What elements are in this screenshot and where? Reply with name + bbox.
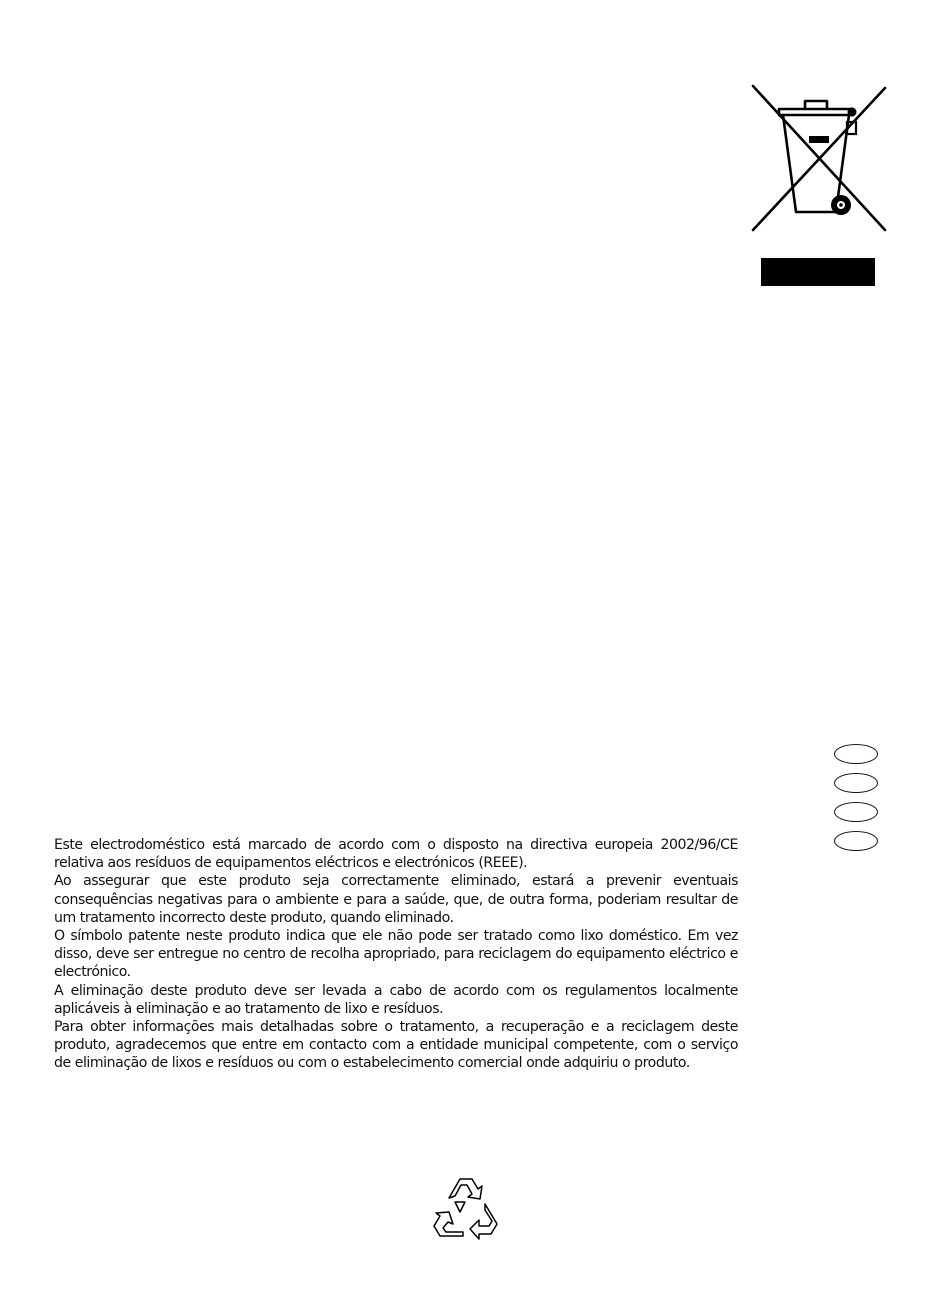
weee-black-bar bbox=[761, 258, 875, 286]
paragraph-local-regulations: A eliminação deste produto deve ser levada a cabo de acordo com os regulamentos localmente aplicáveis à eliminação e ao tratamento de lixo e resíduos. bbox=[54, 982, 738, 1017]
language-oval bbox=[834, 831, 878, 851]
recycle-icon bbox=[427, 1172, 505, 1242]
disposal-notice bbox=[54, 836, 738, 1073]
paragraph-more-information: Para obter informações mais detalhadas sobre o tratamento, a recuperação e a reciclagem deste produto, agradecemos que entre em contacto com a entidade municipal competente, com o serviço de eliminação de lixos e resíduos ou com o estabelecimento comercial onde adquiriu o produto. bbox=[54, 1019, 738, 1072]
crossed-out-wheelie-bin-icon bbox=[749, 84, 889, 234]
paragraph-directive: Este electrodoméstico está marcado de acordo com o disposto na directiva europeia 2002/96/CE relativa aos resíduos de equipamentos eléctricos e electrónicos (REEE). bbox=[54, 837, 738, 872]
language-ovals bbox=[834, 744, 882, 860]
paragraph-correct-disposal: Ao assegurar que este produto seja correctamente eliminado, estará a prevenir eventuais consequências negativas para o ambiente e para a saúde, que, de outra forma, poderiam resultar de um tratamento incorrecto deste produto, quando eliminado. bbox=[54, 873, 738, 926]
paragraph-symbol-meaning: O símbolo patente neste produto indica que ele não pode ser tratado como lixo doméstico. Em vez disso, deve ser entregue no centro de recolha apropriado, para reciclagem do equipamento eléctrico e electrónico. bbox=[54, 928, 738, 981]
language-oval bbox=[834, 744, 878, 764]
language-oval bbox=[834, 802, 878, 822]
language-oval bbox=[834, 773, 878, 793]
